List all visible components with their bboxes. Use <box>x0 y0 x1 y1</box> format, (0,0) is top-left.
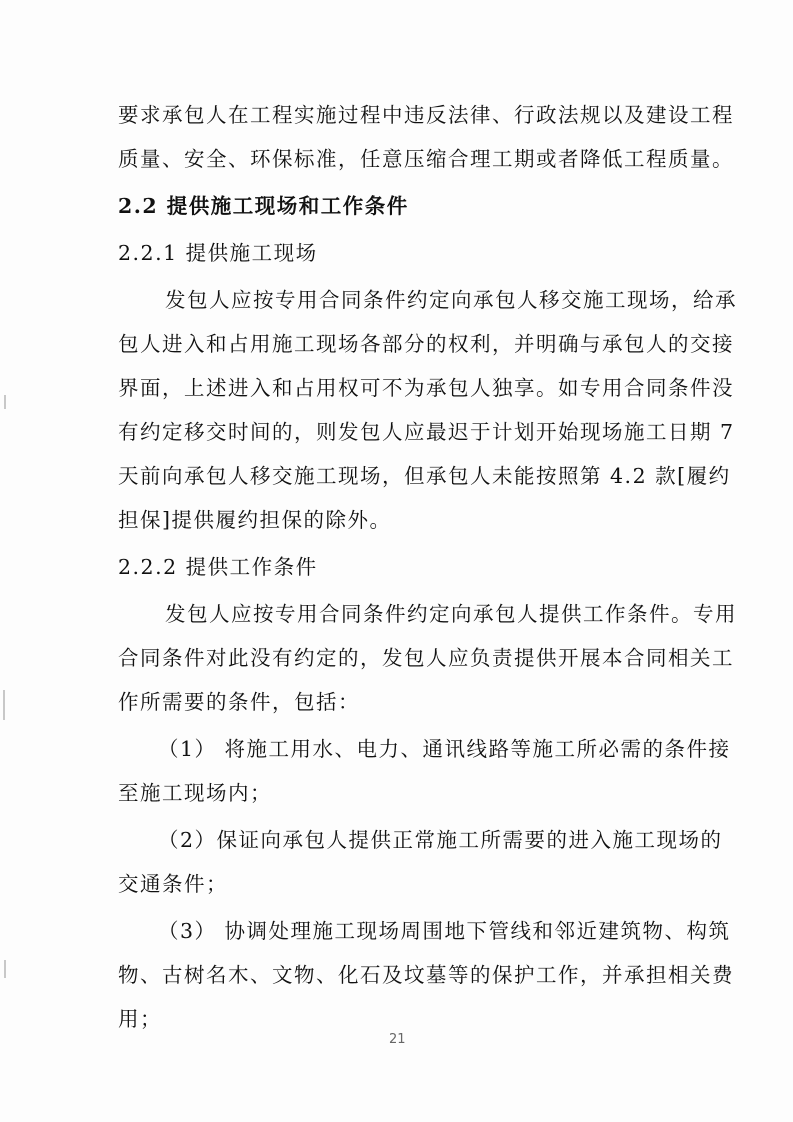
paragraph-line: 质量、安全、环保标准，任意压缩合理工期或者降低工程质量。 <box>118 147 734 171</box>
paragraph-line: 要求承包人在工程实施过程中违反法律、行政法规以及建设工程 <box>118 103 734 127</box>
scan-margin-mark <box>3 690 5 720</box>
scan-margin-mark <box>4 395 6 409</box>
section-heading: 2.2 提供施工现场和工作条件 <box>118 194 409 218</box>
list-item-line: （2）保证向承包人提供正常施工所需要的进入施工现场的 <box>158 828 723 852</box>
paragraph-line: 界面，上述进入和占用权可不为承包人独享。如专用合同条件没 <box>118 376 734 400</box>
list-item-line: （3） 协调处理施工现场周围地下管线和邻近建筑物、构筑 <box>158 919 731 943</box>
paragraph-line: 作所需要的条件，包括： <box>118 690 360 714</box>
paragraph-line: 担保]提供履约担保的除外。 <box>118 508 392 532</box>
list-item-line: （1） 将施工用水、电力、通讯线路等施工所必需的条件接 <box>158 737 731 761</box>
scan-margin-mark <box>4 960 6 978</box>
paragraph-line: 有约定移交时间的，则发包人应最迟于计划开始现场施工日期 7 <box>118 420 735 444</box>
subsection-heading: 2.2.2 提供工作条件 <box>118 555 318 579</box>
paragraph-line: 发包人应按专用合同条件约定向承包人提供工作条件。专用 <box>165 602 737 626</box>
paragraph-line: 发包人应按专用合同条件约定向承包人移交施工现场，给承 <box>165 288 737 312</box>
paragraph-line: 包人进入和占用施工现场各部分的权利，并明确与承包人的交接 <box>118 332 734 356</box>
subsection-heading: 2.2.1 提供施工现场 <box>118 241 318 265</box>
list-item-line: 物、古树名木、文物、化石及坟墓等的保护工作，并承担相关费 <box>118 963 734 987</box>
paragraph-line: 天前向承包人移交施工现场，但承包人未能按照第 4.2 款[履约 <box>118 464 731 488</box>
list-item-line: 交通条件； <box>118 872 228 896</box>
list-item-line: 至施工现场内； <box>118 781 272 805</box>
paragraph-line: 合同条件对此没有约定的，发包人应负责提供开展本合同相关工 <box>118 646 734 670</box>
page-number: 21 <box>389 1032 406 1047</box>
list-item-line: 用； <box>118 1007 162 1031</box>
